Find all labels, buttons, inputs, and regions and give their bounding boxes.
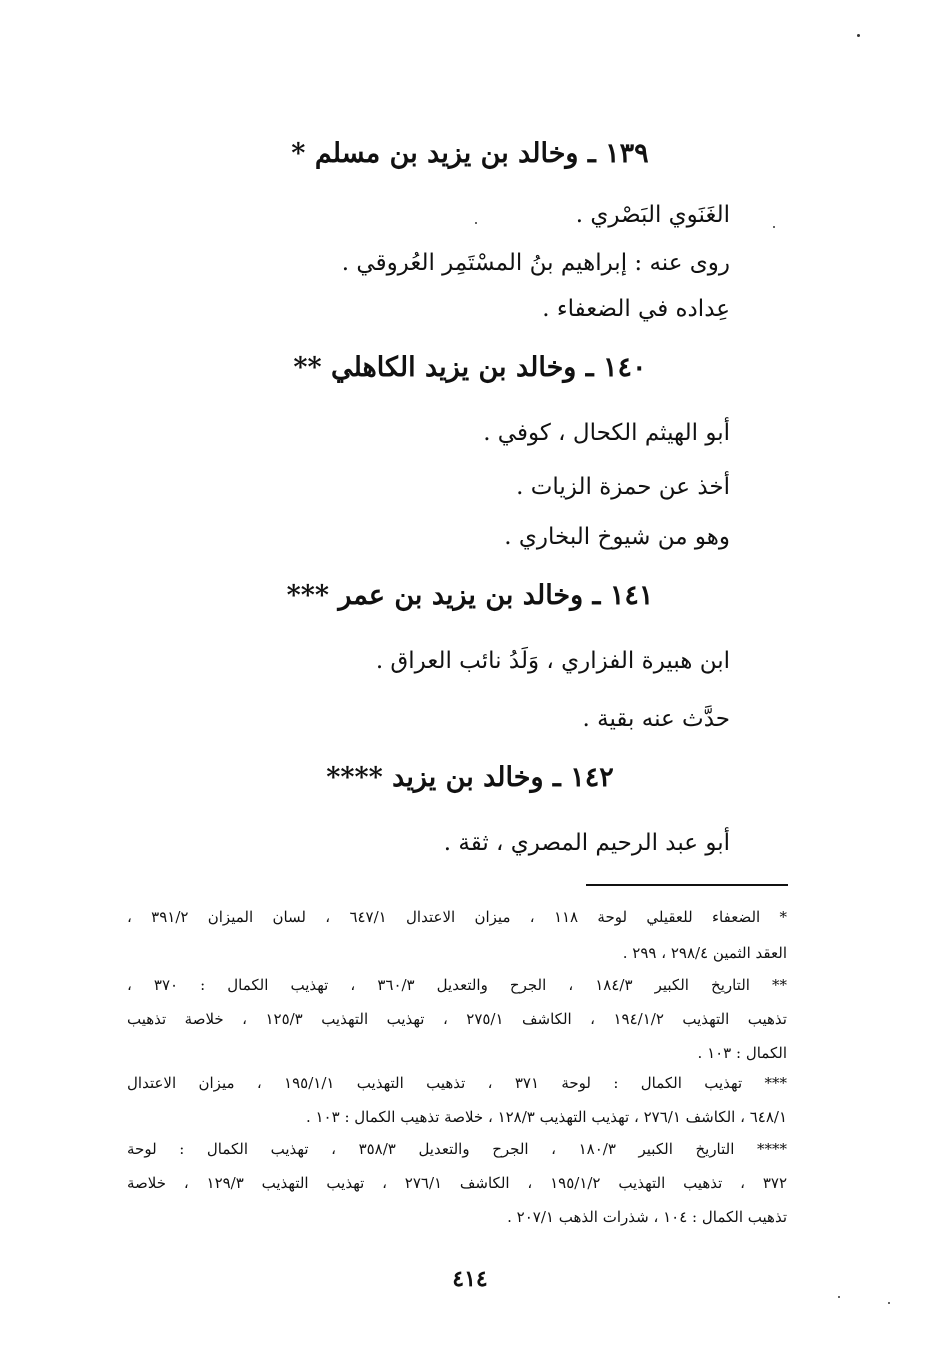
entry-heading: ١٤٠ ـ وخالد بن يزيد الكاهلي ** xyxy=(293,352,647,383)
entry-line: عِداده في الضعفاء . xyxy=(542,296,730,322)
footnote-separator xyxy=(586,884,788,886)
scan-speck xyxy=(475,222,477,224)
footnote-line: الكمال : ١٠٣ . xyxy=(697,1044,787,1062)
footnote-line: ٣٧٢ ، تذهيب التهذيب ١٩٥/١/٢ ، الكاشف ٢٧٦/١ ، تهذيب التهذيب ١٢٩/٣ ، خلاصة xyxy=(127,1174,787,1192)
entry-line: روى عنه : إبراهيم بنُ المسْتَمِر العُروقي . xyxy=(341,250,730,276)
scan-speck xyxy=(773,226,775,228)
page-number: ٤١٤ xyxy=(452,1266,488,1292)
entry-line: أبو الهيثم الكحال ، كوفي . xyxy=(483,420,730,446)
entry-line: ابن هبيرة الفزاري ، وَلَدُ نائب العراق . xyxy=(375,648,730,674)
entry-line: الغَنَوي البَصْري . xyxy=(575,202,730,228)
scan-speck xyxy=(857,34,860,37)
entry-heading: ١٤٢ ـ وخالد بن يزيد **** xyxy=(326,762,614,793)
footnote-line: ** التاريخ الكبير ١٨٤/٣ ، الجرح والتعديل ٣٦٠/٣ ، تهذيب الكمال : ٣٧٠ ، xyxy=(127,976,788,994)
footnote-line: تذهيب التهذيب ١٩٤/١/٢ ، الكاشف ٢٧٥/١ ، تهذيب التهذيب ١٢٥/٣ ، خلاصة تذهيب xyxy=(127,1010,787,1028)
entry-heading: ١٤١ ـ وخالد بن يزيد بن عمر *** xyxy=(286,580,654,611)
footnote-line: **** التاريخ الكبير ١٨٠/٣ ، الجرح والتعديل ٣٥٨/٣ ، تهذيب الكمال : لوحة xyxy=(127,1140,787,1158)
footnote-line: ٦٤٨/١ ، الكاشف ٢٧٦/١ ، تهذيب التهذيب ١٢٨/٣ ، خلاصة تذهيب الكمال : ١٠٣ . xyxy=(305,1108,787,1126)
entry-line: وهو من شيوخ البخاري . xyxy=(504,524,730,550)
entry-line: حدَّث عنه بقية . xyxy=(582,706,730,732)
footnote-line: * الضعفاء للعقيلي لوحة ١١٨ ، ميزان الاعتدال ٦٤٧/١ ، لسان الميزان ٣٩١/٢ ، xyxy=(127,908,788,926)
footnote-line: العقد الثمين ٢٩٨/٤ ، ٢٩٩ . xyxy=(622,944,787,962)
scan-speck xyxy=(838,1296,840,1298)
entry-line: أبو عبد الرحيم المصري ، ثقة . xyxy=(443,830,730,856)
entry-heading: ١٣٩ ـ وخالد بن يزيد بن مسلم * xyxy=(291,138,649,169)
entry-line: أخذ عن حمزة الزيات . xyxy=(516,474,730,500)
footnote-line: تذهيب الكمال : ١٠٤ ، شذرات الذهب ٢٠٧/١ . xyxy=(507,1208,787,1226)
footnote-line: *** تهذيب الكمال : لوحة ٣٧١ ، تذهيب التهذيب ١٩٥/١/١ ، ميزان الاعتدال xyxy=(127,1074,787,1092)
scan-speck xyxy=(888,1302,890,1304)
